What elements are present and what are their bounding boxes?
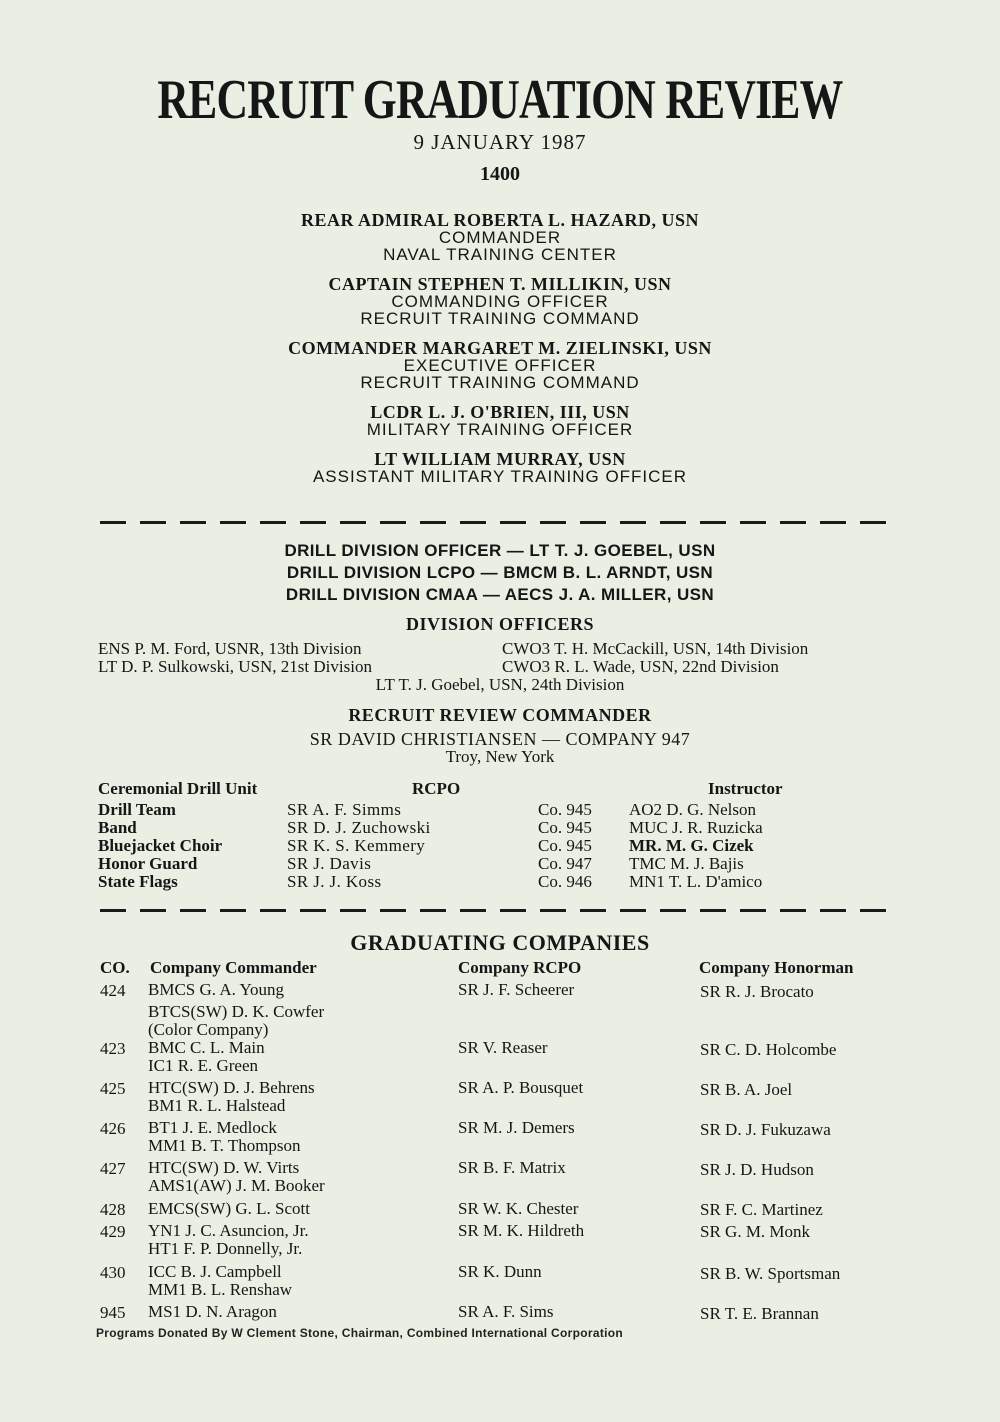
officer-role: RECRUIT TRAINING COMMAND bbox=[360, 373, 640, 392]
officer-role: COMMANDING OFFICER bbox=[391, 292, 609, 311]
company-commander: IC1 R. E. Green bbox=[148, 1056, 259, 1075]
officer-entry bbox=[0, 339, 1000, 391]
company-rcpo: SR M. K. Hildreth bbox=[458, 1221, 585, 1240]
footer-credit: Programs Donated By W Clement Stone, Chairman, Combined International Corporation bbox=[96, 1326, 624, 1340]
drill-division-staff bbox=[0, 540, 1000, 606]
unit-rcpo: SR K. S. Kemmery bbox=[287, 836, 426, 855]
company-honorman: SR C. D. Holcombe bbox=[700, 1040, 837, 1059]
company-commander-note: (Color Company) bbox=[148, 1020, 269, 1039]
unit-rcpo: SR A. F. Simms bbox=[287, 800, 402, 819]
unit-rcpo: SR D. J. Zuchowski bbox=[287, 818, 431, 837]
officer-role: COMMANDER bbox=[438, 228, 562, 247]
review-commander-heading: RECRUIT REVIEW COMMANDER bbox=[348, 705, 652, 725]
company-honorman: SR T. E. Brannan bbox=[700, 1304, 819, 1323]
officer-role: MILITARY TRAINING OFFICER bbox=[366, 420, 634, 439]
unit-name: Band bbox=[98, 818, 137, 837]
company-commander: ICC B. J. Campbell bbox=[148, 1262, 282, 1281]
officer-entry bbox=[0, 211, 1000, 263]
officer-name: REAR ADMIRAL ROBERTA L. HAZARD, USN bbox=[300, 210, 700, 230]
company-honorman: SR D. J. Fukuzawa bbox=[700, 1120, 831, 1139]
drill-division-cmaa: DRILL DIVISION CMAA — AECS J. A. MILLER, USN bbox=[285, 585, 715, 604]
commander-column-header: Company Commander bbox=[150, 958, 317, 977]
instructor-column-header: Instructor bbox=[708, 779, 783, 798]
unit-column-header: Ceremonial Drill Unit bbox=[98, 779, 258, 798]
officer-name: LT WILLIAM MURRAY, USN bbox=[374, 449, 626, 469]
company-commander: MS1 D. N. Aragon bbox=[148, 1302, 277, 1321]
company-honorman: SR R. J. Brocato bbox=[700, 982, 814, 1001]
drill-division-officer: DRILL DIVISION OFFICER — LT T. J. GOEBEL, USN bbox=[284, 541, 716, 560]
company-honorman: SR B. A. Joel bbox=[700, 1080, 793, 1099]
company-rcpo: SR J. F. Scheerer bbox=[458, 980, 575, 999]
review-commander-city: Troy, New York bbox=[445, 747, 555, 766]
unit-instructor: MN1 T. L. D'amico bbox=[629, 872, 763, 891]
officer-role: RECRUIT TRAINING COMMAND bbox=[360, 309, 640, 328]
company-number: 430 bbox=[100, 1263, 126, 1282]
unit-company: Co. 945 bbox=[538, 836, 592, 855]
company-rcpo: SR A. F. Sims bbox=[458, 1302, 554, 1321]
event-time: 1400 bbox=[480, 163, 520, 185]
unit-instructor: MR. M. G. Cizek bbox=[629, 836, 754, 855]
company-commander: EMCS(SW) G. L. Scott bbox=[148, 1199, 310, 1218]
unit-row bbox=[0, 873, 1000, 891]
company-rcpo: SR V. Reaser bbox=[458, 1038, 548, 1057]
graduating-companies-title: GRADUATING COMPANIES bbox=[350, 930, 650, 955]
officer-role: EXECUTIVE OFFICER bbox=[403, 356, 597, 375]
event-date: 9 JANUARY 1987 bbox=[413, 130, 587, 154]
officer-role: ASSISTANT MILITARY TRAINING OFFICER bbox=[312, 467, 688, 486]
unit-row bbox=[0, 855, 1000, 873]
unit-company: Co. 945 bbox=[538, 800, 592, 819]
co-column-header: CO. bbox=[100, 958, 130, 977]
company-number: 423 bbox=[100, 1039, 126, 1058]
company-commander: HTC(SW) D. J. Behrens bbox=[148, 1078, 315, 1097]
division-officers-heading: DIVISION OFFICERS bbox=[405, 614, 595, 634]
unit-row bbox=[0, 819, 1000, 837]
company-number: 945 bbox=[100, 1303, 126, 1322]
company-rcpo: SR A. P. Bousquet bbox=[458, 1078, 584, 1097]
company-number: 428 bbox=[100, 1200, 126, 1219]
company-commander: MM1 B. T. Thompson bbox=[148, 1136, 301, 1155]
unit-rcpo: SR J. Davis bbox=[287, 854, 372, 873]
company-honorman: SR B. W. Sportsman bbox=[700, 1264, 841, 1283]
company-number: 429 bbox=[100, 1222, 126, 1241]
unit-rcpo: SR J. J. Koss bbox=[287, 872, 382, 891]
unit-company: Co. 947 bbox=[538, 854, 592, 873]
officer-entry bbox=[0, 450, 1000, 485]
officer-entry bbox=[0, 403, 1000, 438]
unit-name: Bluejacket Choir bbox=[98, 836, 223, 855]
unit-instructor: AO2 D. G. Nelson bbox=[629, 800, 757, 819]
unit-name: Honor Guard bbox=[98, 854, 198, 873]
company-rcpo: SR B. F. Matrix bbox=[458, 1158, 566, 1177]
officer-entry bbox=[0, 275, 1000, 327]
unit-row bbox=[0, 801, 1000, 819]
company-honorman: SR G. M. Monk bbox=[700, 1222, 811, 1241]
unit-name: State Flags bbox=[98, 872, 178, 891]
unit-instructor: MUC J. R. Ruzicka bbox=[629, 818, 763, 837]
honorman-column-header: Company Honorman bbox=[699, 958, 854, 977]
company-number: 426 bbox=[100, 1119, 126, 1138]
company-number: 425 bbox=[100, 1079, 126, 1098]
officer-list bbox=[0, 211, 1000, 497]
company-commander: BMCS G. A. Young bbox=[148, 980, 285, 999]
company-commander: BMC C. L. Main bbox=[148, 1038, 265, 1057]
company-honorman: SR J. D. Hudson bbox=[700, 1160, 814, 1179]
division-officer: CWO3 T. H. McCackill, USN, 14th Division bbox=[502, 639, 809, 658]
unit-instructor: TMC M. J. Bajis bbox=[629, 854, 744, 873]
officer-name: COMMANDER MARGARET M. ZIELINSKI, USN bbox=[288, 338, 712, 358]
officer-name: LCDR L. J. O'BRIEN, III, USN bbox=[370, 402, 630, 422]
company-rcpo: SR M. J. Demers bbox=[458, 1118, 575, 1137]
dashed-divider bbox=[100, 909, 900, 912]
company-number: 424 bbox=[100, 981, 126, 1000]
unit-row bbox=[0, 837, 1000, 855]
company-honorman: SR F. C. Martinez bbox=[700, 1200, 823, 1219]
company-commander: AMS1(AW) J. M. Booker bbox=[148, 1176, 325, 1195]
review-commander-name: SR DAVID CHRISTIANSEN — COMPANY 947 bbox=[309, 729, 691, 749]
unit-company: Co. 946 bbox=[538, 872, 592, 891]
unit-company: Co. 945 bbox=[538, 818, 592, 837]
company-rcpo: SR W. K. Chester bbox=[458, 1199, 579, 1218]
company-rcpo-column-header: Company RCPO bbox=[458, 958, 582, 977]
drill-division-lcpo: DRILL DIVISION LCPO — BMCM B. L. ARNDT, USN bbox=[286, 563, 714, 582]
company-commander: BT1 J. E. Medlock bbox=[148, 1118, 277, 1137]
officer-name: CAPTAIN STEPHEN T. MILLIKIN, USN bbox=[328, 274, 672, 294]
dashed-divider bbox=[100, 521, 900, 524]
company-commander: BM1 R. L. Halstead bbox=[148, 1096, 286, 1115]
officer-role: NAVAL TRAINING CENTER bbox=[383, 245, 617, 264]
company-commander: HT1 F. P. Donnelly, Jr. bbox=[148, 1239, 303, 1258]
page-title: RECRUIT GRADUATION REVIEW bbox=[157, 69, 843, 131]
unit-name: Drill Team bbox=[98, 800, 176, 819]
division-officer: LT T. J. Goebel, USN, 24th Division bbox=[375, 675, 625, 694]
company-commander: HTC(SW) D. W. Virts bbox=[148, 1158, 300, 1177]
company-rcpo: SR K. Dunn bbox=[458, 1262, 542, 1281]
division-officer: CWO3 R. L. Wade, USN, 22nd Division bbox=[502, 657, 779, 676]
company-commander: YN1 J. C. Asuncion, Jr. bbox=[148, 1221, 309, 1240]
division-officer: ENS P. M. Ford, USNR, 13th Division bbox=[98, 639, 362, 658]
division-officer: LT D. P. Sulkowski, USN, 21st Division bbox=[98, 657, 372, 676]
rcpo-column-header: RCPO bbox=[412, 779, 461, 798]
company-number: 427 bbox=[100, 1159, 126, 1178]
company-commander: MM1 B. L. Renshaw bbox=[148, 1280, 293, 1299]
company-commander: BTCS(SW) D. K. Cowfer bbox=[148, 1002, 325, 1021]
